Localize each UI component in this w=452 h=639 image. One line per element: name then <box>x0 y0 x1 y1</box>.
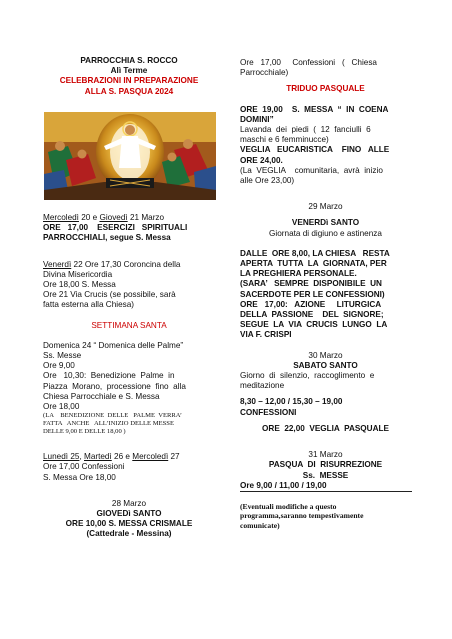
holy-week-line: S. Messa Ore 18,00 <box>43 472 116 482</box>
venerdi-santo-subtitle: Giornata di digiuno e astinenza <box>269 228 382 238</box>
day-venerdi: Venerdì <box>43 259 72 269</box>
coena-line: alle Ore 23,00) <box>240 176 295 186</box>
venerdi-santo-line: APERTA TUTTA LA GIORNATA, PER <box>240 259 387 269</box>
venerdi-santo-date: 29 Marzo <box>308 202 343 212</box>
giovedi-date: 28 Marzo <box>111 498 147 508</box>
block-giovedi-santo <box>43 499 215 540</box>
venerdi-santo-line: DALLE ORE 8,00, LA CHIESA RESTA <box>240 248 390 258</box>
block-palme <box>43 341 215 436</box>
palme-line: Piazza Morano, processione fino alla <box>43 381 186 391</box>
coena-line: DOMINI” <box>240 114 274 124</box>
palme-line: Domenica 24 “ Domenica delle Palme” <box>43 340 184 350</box>
venerdi-santo-line: SACERDOTE PER LE CONFESSIONI) <box>240 289 385 299</box>
confessioni-line: Parrocchiale) <box>240 68 289 78</box>
block-sabato-santo <box>240 351 411 434</box>
pasqua-times: Ore 9,00 / 11,00 / 19,00 <box>240 480 327 490</box>
coena-line: Lavanda dei piedi ( 12 fanciulli 6 <box>240 125 371 135</box>
settimana-santa-heading: SETTIMANA SANTA <box>91 320 167 330</box>
block-venerdi-santo <box>240 249 411 341</box>
block-confessioni <box>240 58 411 78</box>
footnote-line: programma,saranno tempestivamente <box>240 511 364 521</box>
date-sep: 20 e <box>78 213 100 222</box>
sabato-title: SABATO SANTO <box>293 360 358 370</box>
painting-svg <box>44 112 216 200</box>
venerdi-santo-line: SEGUE LA VIA CRUCIS LUNGO LA <box>240 320 388 330</box>
venerdi-santo-line: (SARA’ SEMPRE DISPONIBILE UN <box>240 279 382 289</box>
footnote-line: (Eventuali modifiche a questo <box>240 501 337 511</box>
venerdi-santo-line: VIA F. CRISPI <box>240 330 292 340</box>
palme-note: FATTA ANCHE ALL’INIZIO DELLE MESSE <box>43 420 174 428</box>
block-venerdi-santo-head <box>240 202 411 239</box>
palme-note: (LA BENEDIZIONE DELLE PALME VERRA’ <box>43 412 183 420</box>
sabato-date: 30 Marzo <box>308 350 343 360</box>
block-esercizi <box>43 213 215 244</box>
block-lun-mar-mer <box>43 452 215 483</box>
palme-line: Ss. Messe <box>43 351 82 361</box>
day-mercoledi: Mercoledì <box>132 452 169 462</box>
venerdi-line: Divina Misericordia <box>43 269 113 279</box>
block-venerdi-22 <box>43 260 215 311</box>
right-column <box>240 58 411 530</box>
coena-line: ORE 19,00 S. MESSA “ IN COENA <box>240 104 389 114</box>
coena-line: ORE 24,00. <box>240 155 283 165</box>
coena-line: VEGLIA EUCARISTICA FINO ALLE <box>240 145 390 155</box>
footnote-line: comunicate) <box>240 520 280 530</box>
venerdi-dates <box>43 260 215 270</box>
town-name: Alì Terme <box>110 66 148 76</box>
confessioni-line: Ore 17,00 Confessioni ( Chiesa <box>240 58 377 67</box>
venerdi-santo-line: ORE 17,00: AZIONE LITURGICA <box>240 299 382 309</box>
veglia-pasquale: ORE 22,00 VEGLIA PASQUALE <box>262 423 389 433</box>
parish-name: PARROCCHIA S. ROCCO <box>80 56 178 65</box>
palme-line: Chiesa Parrocchiale e S. Messa <box>43 391 160 401</box>
venerdi-rest: 22 Ore 17,30 Coroncina della <box>71 259 181 269</box>
venerdi-line: Ore 18,00 S. Messa <box>43 280 116 290</box>
esercizi-line: ORE 17,00 ESERCIZI SPIRITUALI <box>43 223 188 233</box>
left-column <box>43 213 215 540</box>
holy-week-dates <box>43 452 215 462</box>
day-giovedi: Giovedì <box>99 213 128 222</box>
palme-note: DELLE 9,00 E DELLE 18,00 ) <box>43 428 126 436</box>
date-rest: 21 Marzo <box>127 213 165 222</box>
date-sep: 26 e <box>111 452 133 462</box>
triduo-heading: TRIDUO PASQUALE <box>286 84 365 94</box>
day-lunedi: Lunedì 25 <box>43 452 80 462</box>
sabato-line: 8,30 – 12,00 / 15,30 – 19,00 <box>240 397 343 407</box>
day-martedi: Martedì <box>84 452 112 462</box>
coena-line: maschi e 6 femminucce) <box>240 135 329 145</box>
sabato-line: CONFESSIONI <box>240 407 297 417</box>
sabato-line: Giorno di silenzio, raccoglimento e <box>240 371 375 381</box>
footnote <box>240 502 411 530</box>
pasqua-date: 31 Marzo <box>308 450 343 460</box>
page-title-line1: CELEBRAZIONI IN PREPARAZIONE <box>59 76 199 86</box>
giovedi-line: (Cattedrale - Messina) <box>86 529 172 539</box>
header <box>43 56 215 97</box>
palme-line: Ore 9,00 <box>43 361 75 371</box>
giovedi-line: ORE 10,00 S. MESSA CRISMALE <box>65 519 193 529</box>
venerdi-santo-line: LA PREGHIERA PERSONALE. <box>240 269 357 279</box>
palme-line: Ore 10,30: Benedizione Palme in <box>43 371 175 381</box>
resurrection-icon-painting <box>44 112 216 200</box>
day-mercoledi: Mercoledì <box>43 213 79 222</box>
sabato-line: meditazione <box>240 381 285 391</box>
coena-line: (La VEGLIA comunitaria, avrà inizio <box>240 165 383 175</box>
esercizi-line: PARROCCHIALI, segue S. Messa <box>43 233 171 243</box>
date-rest: 27 <box>168 452 180 462</box>
venerdi-line: Ore 21 Via Crucis (se possibile, sarà <box>43 290 176 300</box>
esercizi-dates <box>43 213 215 223</box>
pasqua-title: PASQUA DI RISURREZIONE <box>268 460 383 470</box>
date-sep: , <box>79 452 84 462</box>
pasqua-subtitle: Ss. MESSE <box>302 470 349 480</box>
block-pasqua <box>240 450 411 530</box>
venerdi-line: fatta esterna alla Chiesa) <box>43 300 135 310</box>
block-coena-domini <box>240 105 411 187</box>
venerdi-santo-title: VENERDì SANTO <box>291 218 360 228</box>
venerdi-santo-line: DELLA PASSIONE DEL SIGNORE; <box>240 310 384 320</box>
giovedi-title: GIOVEDì SANTO <box>96 509 162 519</box>
palme-line: Ore 18,00 <box>43 402 80 412</box>
holy-week-line: Ore 17,00 Confessioni <box>43 462 125 472</box>
page-title-line2: ALLA S. PASQUA 2024 <box>84 86 174 96</box>
